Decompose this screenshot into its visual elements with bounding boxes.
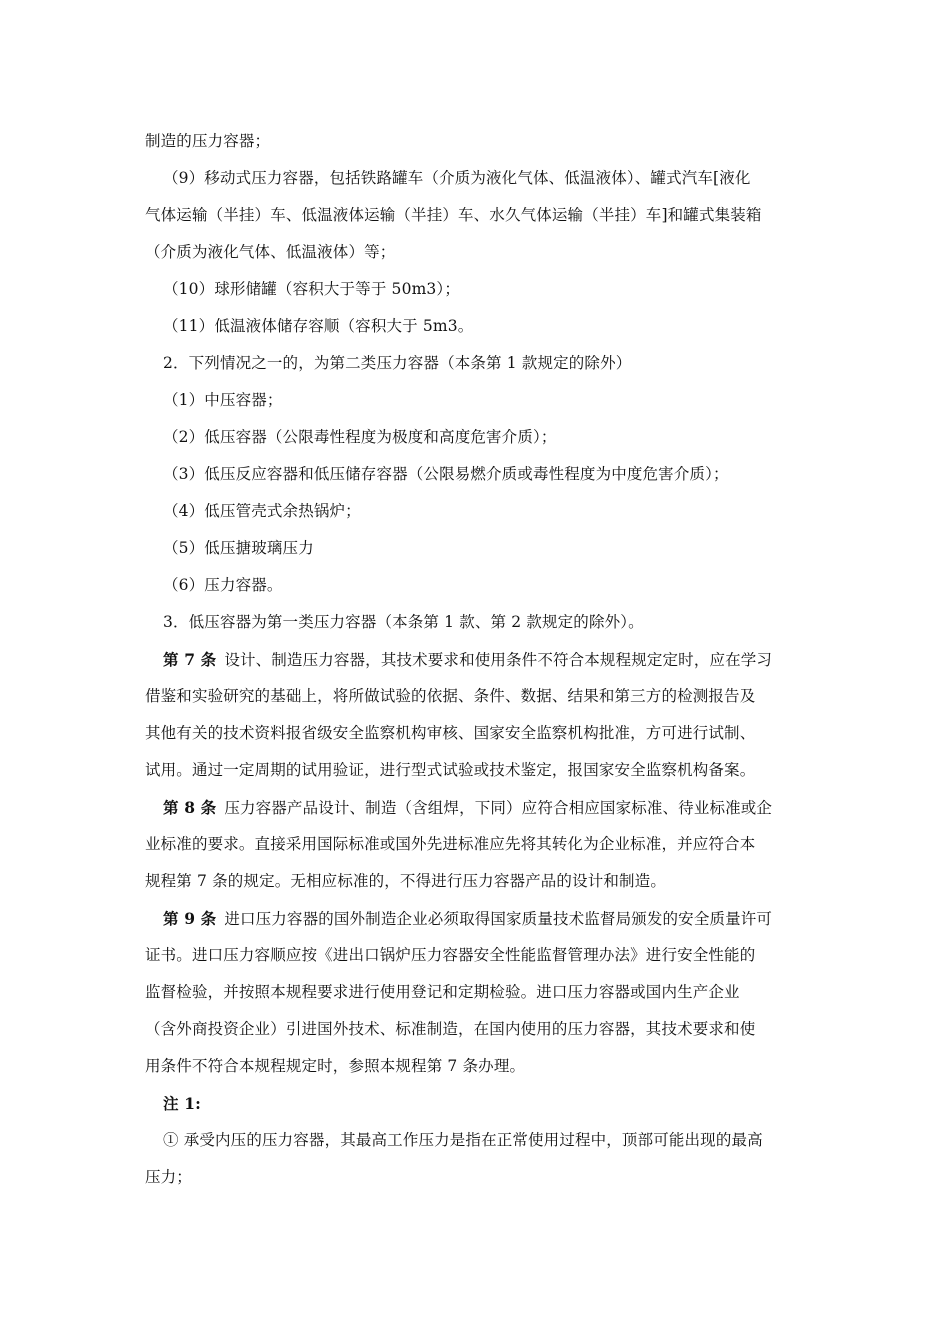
text-line: 用条件不符合本规程规定时，参照本规程第 7 条办理。	[145, 1057, 526, 1075]
text-line: 气体运输（半挂）车、低温液体运输（半挂）车、水久气体运输（半挂）车]和罐式集装箱	[145, 206, 762, 224]
text-line: 3．低压容器为第一类压力容器（本条第 1 款、第 2 款规定的除外）。	[163, 613, 644, 631]
article-text: 设计、制造压力容器，其技术要求和使用条件不符合本规程规定定时，应在学习	[224, 651, 773, 669]
article-number: 第 8 条	[163, 798, 217, 817]
text-line: （10）球形储罐（容积大于等于 50m3）；	[163, 280, 460, 298]
text-line: （1）中压容器；	[163, 391, 283, 409]
article-9-first-line	[145, 900, 810, 937]
article-text: 进口压力容器的国外制造企业必须取得国家质量技术监督局颁发的安全质量许可	[224, 910, 773, 928]
text-line: （11）低温液体储存容顺（容积大于 5m3。	[163, 317, 474, 335]
text-line: （3）低压反应容器和低压储存容器（公限易燃介质或毒性程度为中度危害介质）；	[163, 465, 729, 483]
text-line: 压力；	[145, 1168, 192, 1186]
text-line: 证书。进口压力容顺应按《进出口锅炉压力容器安全性能监督管理办法》进行安全性能的	[145, 946, 756, 964]
text-line: 试用。通过一定周期的试用验证，进行型式试验或技术鉴定，报国家安全监察机构备案。	[145, 761, 756, 779]
article-7-first-line	[145, 641, 810, 678]
text-line: （5）低压搪玻璃压力	[163, 539, 314, 557]
text-line: 借鉴和实验研究的基础上，将所做试验的依据、条件、数据、结果和第三方的检测报告及	[145, 687, 756, 705]
document-body	[145, 123, 810, 1196]
text-line: 制造的压力容器；	[145, 132, 271, 150]
text-line: （含外商投资企业）引进国外技术、标准制造，在国内使用的压力容器，其技术要求和使	[145, 1020, 756, 1038]
text-line: （2）低压容器（公限毒性程度为极度和高度危害介质）；	[163, 428, 557, 446]
text-line: （4）低压管壳式余热锅炉；	[163, 502, 361, 520]
text-line: ① 承受内压的压力容器，其最高工作压力是指在正常使用过程中，顶部可能出现的最高	[163, 1131, 763, 1149]
text-line: （6）压力容器。	[163, 576, 283, 594]
article-8-first-line	[145, 789, 810, 826]
article-number: 第 9 条	[163, 909, 217, 928]
text-line: 2．下列情况之一的，为第二类压力容器（本条第 1 款规定的除外）	[163, 354, 632, 372]
note-title: 注 1:	[163, 1094, 202, 1113]
text-line: 规程第 7 条的规定。无相应标准的，不得进行压力容器产品的设计和制造。	[145, 872, 666, 890]
text-line: 其他有关的技术资料报省级安全监察机构审核、国家安全监察机构批准，方可进行试制、	[145, 724, 756, 742]
text-line: 监督检验，并按照本规程要求进行使用登记和定期检验。进口压力容器或国内生产企业	[145, 983, 740, 1001]
text-line: （介质为液化气体、低温液体）等；	[145, 243, 396, 261]
article-number: 第 7 条	[163, 650, 217, 669]
article-text: 压力容器产品设计、制造（含组焊，下同）应符合相应国家标准、待业标准或企	[224, 799, 773, 817]
text-line: 业标准的要求。直接采用国际标准或国外先进标准应先将其转化为企业标准，并应符合本	[145, 835, 756, 853]
text-line: （9）移动式压力容器，包括铁路罐车（介质为液化气体、低温液体）、罐式汽车[液化	[163, 169, 751, 187]
